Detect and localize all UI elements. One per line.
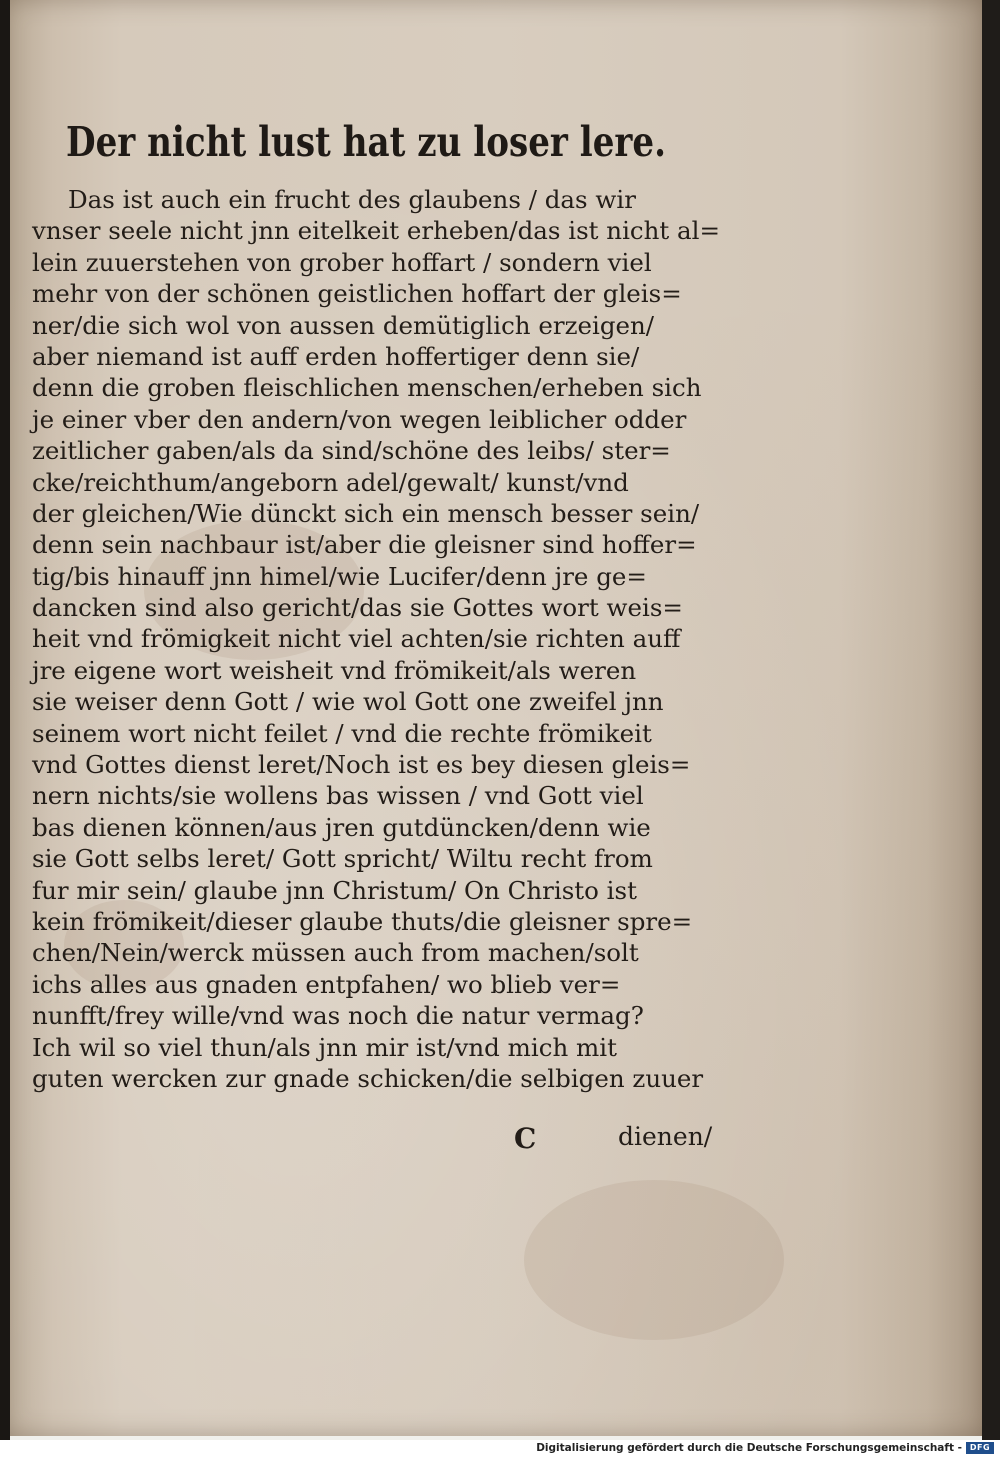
text-line: sie Gott selbs leret/ Gott spricht/ Wiltu recht from [32, 844, 653, 874]
text-line: aber niemand ist auff erden hoffertiger denn sie/ [32, 341, 640, 371]
paper-stain [524, 1180, 784, 1340]
text-line: denn sein nachbaur ist/aber die gleisner sind hoffer= [32, 530, 697, 560]
footer-bar [0, 1440, 1000, 1457]
text-line: heit vnd frömigkeit nicht viel achten/sie richten auff [32, 624, 681, 654]
text-line: guten wercken zur gnade schicken/die selbigen zuuer [32, 1063, 704, 1093]
text-line: der gleichen/Wie dünckt sich ein mensch besser sein/ [32, 498, 700, 528]
page-bottom-row [514, 1120, 744, 1160]
text-line: ichs alles aus gnaden entpfahen/ wo blieb ver= [32, 969, 621, 999]
paper-page [4, 0, 986, 1436]
text-line: kein frömikeit/dieser glaube thuts/die gleisner spre= [32, 906, 693, 936]
text-line: chen/Nein/werck müssen auch from machen/solt [32, 938, 639, 968]
text-line: zeitlicher gaben/als da sind/schöne des leibs/ ster= [32, 436, 671, 466]
text-line: nern nichts/sie wollens bas wissen / vnd Gott viel [32, 781, 644, 811]
text-line: jre eigene wort weisheit vnd frömikeit/als weren [32, 655, 637, 685]
funding-credit: Digitalisierung gefördert durch die Deutsche Forschungsgemeinschaft - [536, 1442, 962, 1454]
dfg-logo: DFG [966, 1442, 994, 1454]
text-line: ner/die sich wol von aussen demütiglich erzeigen/ [32, 310, 655, 340]
text-line: fur mir sein/ glaube jnn Christum/ On Christo ist [32, 875, 637, 905]
page-heading: Der nicht lust hat zu loser lere. [66, 118, 666, 166]
text-line: vnser seele nicht jnn eitelkeit erheben/das ist nicht al= [32, 216, 721, 246]
text-line: dancken sind also gericht/das sie Gottes wort weis= [32, 593, 683, 623]
signature-mark: C [514, 1122, 537, 1155]
text-line: denn die groben fleischlichen menschen/erheben sich [32, 373, 702, 403]
text-line: vnd Gottes dienst leret/Noch ist es bey diesen gleis= [32, 750, 691, 780]
text-line: bas dienen können/aus jren gutdüncken/denn wie [32, 812, 651, 842]
text-line: Ich wil so viel thun/als jnn mir ist/vnd mich mit [32, 1032, 617, 1062]
text-line: sie weiser denn Gott / wie wol Gott one zweifel jnn [32, 687, 664, 717]
text-line: cke/reichthum/angeborn adel/gewalt/ kunst/vnd [32, 467, 629, 497]
body-text [32, 184, 732, 1094]
scan-border-right [982, 0, 1000, 1440]
text-line: Das ist auch ein frucht des glaubens / das wir [68, 185, 636, 214]
text-line: lein zuuerstehen von grober hoffart / sondern viel [32, 247, 652, 277]
text-line: je einer vber den andern/von wegen leiblicher odder [32, 404, 687, 434]
text-line: mehr von der schönen geistlichen hoffart der gleis= [32, 279, 682, 309]
text-line: seinem wort nicht feilet / vnd die rechte frömikeit [32, 718, 652, 748]
catchword: dienen/ [618, 1122, 713, 1151]
text-line: tig/bis hinauff jnn himel/wie Lucifer/denn jre ge= [32, 561, 647, 591]
text-line: nunfft/frey wille/vnd was noch die natur vermag? [32, 1001, 644, 1031]
scan-border-left [0, 0, 10, 1440]
